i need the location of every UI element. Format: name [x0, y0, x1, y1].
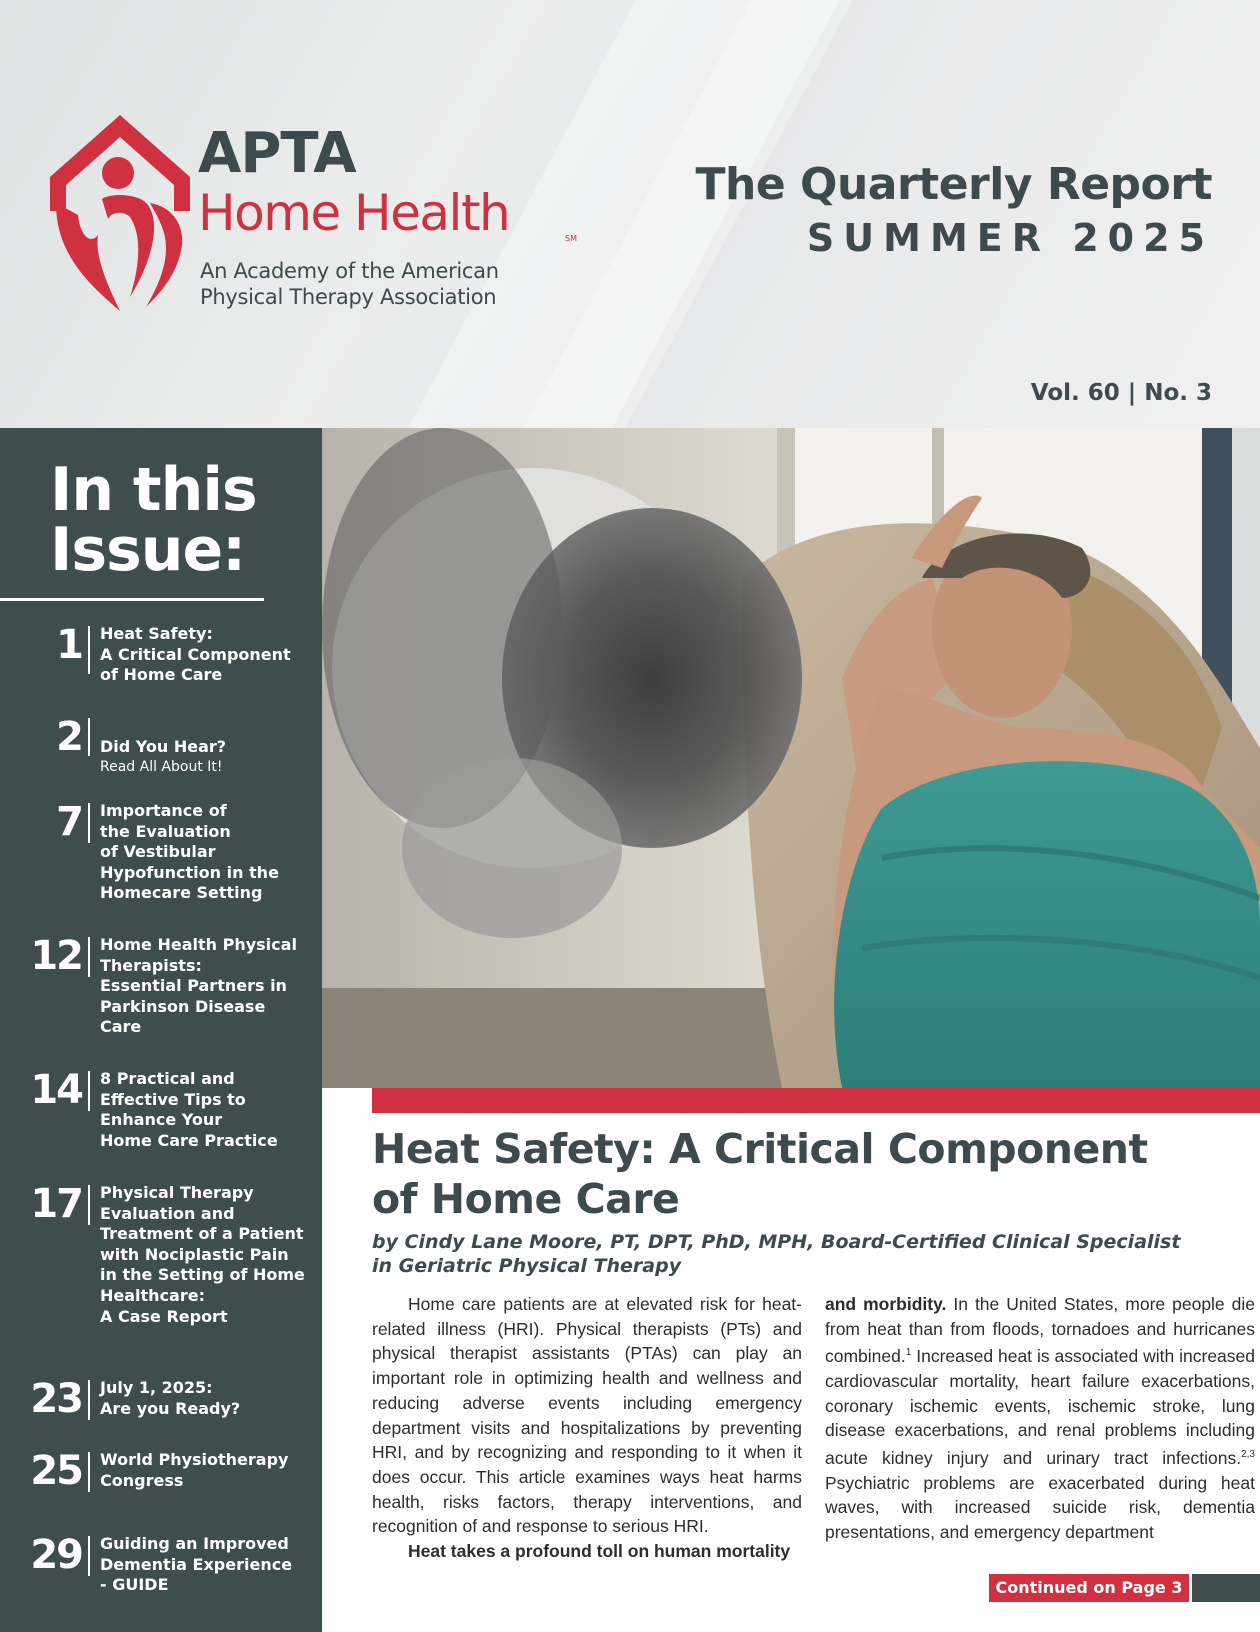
org-subname: Home Health — [198, 184, 510, 242]
org-description-line: Physical Therapy Association — [200, 285, 497, 309]
article-byline — [372, 1230, 1222, 1278]
article-bold-lead: Heat takes a profound toll on human mortality — [408, 1541, 791, 1562]
article-column-1 — [372, 1292, 802, 1564]
article-headline — [372, 1124, 1232, 1224]
cover-photo — [322, 428, 1260, 1088]
article-text: Psychiatric problems are exacerbated during heat waves, with increased suicide risk, dementia presentations, and emergency department — [825, 1472, 1255, 1542]
org-description-line: An Academy of the American — [200, 259, 499, 283]
toc-divider — [0, 598, 264, 601]
toc-page-number: 17 — [30, 1181, 82, 1227]
toc-item-title: Guiding an Improved Dementia Experience - GUIDE — [100, 1534, 293, 1595]
article-headline-line: of Home Care — [372, 1175, 680, 1223]
toc-page-number: 14 — [30, 1067, 82, 1113]
toc-heading — [50, 455, 257, 585]
toc-item-title: 8 Practical and Effective Tips to Enhance Your Home Care Practice — [100, 1069, 278, 1150]
toc-heading-line: Issue: — [50, 515, 246, 585]
article-byline-line: in Geriatric Physical Therapy — [372, 1255, 682, 1277]
citation[interactable]: 1 — [905, 1347, 912, 1359]
toc-item-title-group — [100, 716, 305, 798]
article-bold-lead: and morbidity. — [825, 1294, 947, 1314]
toc-item-title: Importance of the Evaluation of Vestibular Hypofunction in the Homecare Setting — [100, 801, 279, 903]
toc-item-title: World Physiotherapy Congress — [100, 1450, 289, 1490]
toc-item-subtitle: Read All About It! — [100, 759, 223, 776]
article-text: In the United States, more people die from heat than from floods, tornadoes and hurricanes combined. — [825, 1294, 1256, 1367]
toc-item-title: Heat Safety: A Critical Component of Home Care — [100, 624, 291, 685]
volume-number: Vol. 60 | No. 3 — [1030, 380, 1212, 406]
toc-divider-bar — [88, 1380, 90, 1420]
article-byline-line: by Cindy Lane Moore, PT, DPT, PhD, MPH, Board-Certified Clinical Specialist — [372, 1231, 1181, 1253]
toc-divider-bar — [88, 1536, 90, 1576]
masthead — [0, 0, 1260, 428]
toc-page-number: 12 — [30, 933, 82, 979]
toc-page-number: 2 — [56, 714, 82, 760]
apta-house-person-logo-icon — [50, 115, 190, 311]
continued-tab-accent — [1192, 1574, 1260, 1602]
toc-divider-bar — [88, 718, 90, 756]
toc-divider-bar — [88, 803, 90, 843]
toc-divider-bar — [88, 1452, 90, 1492]
table-of-contents — [0, 428, 322, 1632]
toc-divider-bar — [88, 1185, 90, 1225]
toc-item-title: Home Health Physical Therapists: Essential Partners in Parkinson Disease Care — [100, 935, 297, 1037]
article-paragraph: Home care patients are at elevated risk for heat-related illness (HRI). Physical therapists (PTs) and physical therapist assistants (PTAs) can play an important role in optimizing health and wellness and reducing adverse events including emergency department visits and hospitalizations by preventing HRI, and by recognizing and responding to it when it does occur. This article examines ways heat harms health, risks factors, therapy interventions, and recognition of and response to serious HRI. — [372, 1294, 802, 1537]
toc-divider-bar — [88, 626, 90, 674]
toc-page-number: 7 — [56, 799, 82, 845]
service-mark: SM — [565, 234, 577, 243]
toc-heading-line: In this — [50, 455, 257, 525]
toc-page-number: 29 — [30, 1532, 82, 1578]
article-column-2 — [825, 1292, 1255, 1545]
woman-cooling-with-fan-illustration — [322, 428, 1260, 1088]
article-headline-line: Heat Safety: A Critical Component — [372, 1125, 1148, 1173]
toc-page-number: 1 — [56, 622, 82, 668]
publication-season: SUMMER 2025 — [806, 216, 1214, 260]
publication-title: The Quarterly Report — [695, 159, 1212, 210]
article-paragraph — [825, 1292, 1255, 1545]
article-accent-strip — [372, 1088, 1260, 1113]
org-name: APTA — [198, 121, 356, 186]
toc-item-title: Physical Therapy Evaluation and Treatment of a Patient with Nociplastic Pain in the Setting of Home Healthcare: A Case Report — [100, 1183, 305, 1326]
citation[interactable]: 2,3 — [1241, 1449, 1255, 1461]
toc-item-title: July 1, 2025: Are you Ready? — [100, 1378, 241, 1418]
toc-page-number: 23 — [30, 1376, 82, 1422]
article-text: Increased heat is associated with increased cardiovascular mortality, heart failure exacerbations, coronary ischemic events, ischemic stroke, lung disease exacerbations, and renal problems including acute kidney injury and urinary tract infections. — [825, 1346, 1255, 1468]
article-paragraph — [372, 1539, 802, 1564]
toc-item-title: Did You Hear? — [100, 736, 227, 756]
org-description — [200, 258, 499, 310]
continued-on-page-link[interactable]: Continued on Page 3 — [989, 1574, 1189, 1602]
toc-page-number: 25 — [30, 1448, 82, 1494]
toc-divider-bar — [88, 1071, 90, 1111]
toc-divider-bar — [88, 937, 90, 977]
